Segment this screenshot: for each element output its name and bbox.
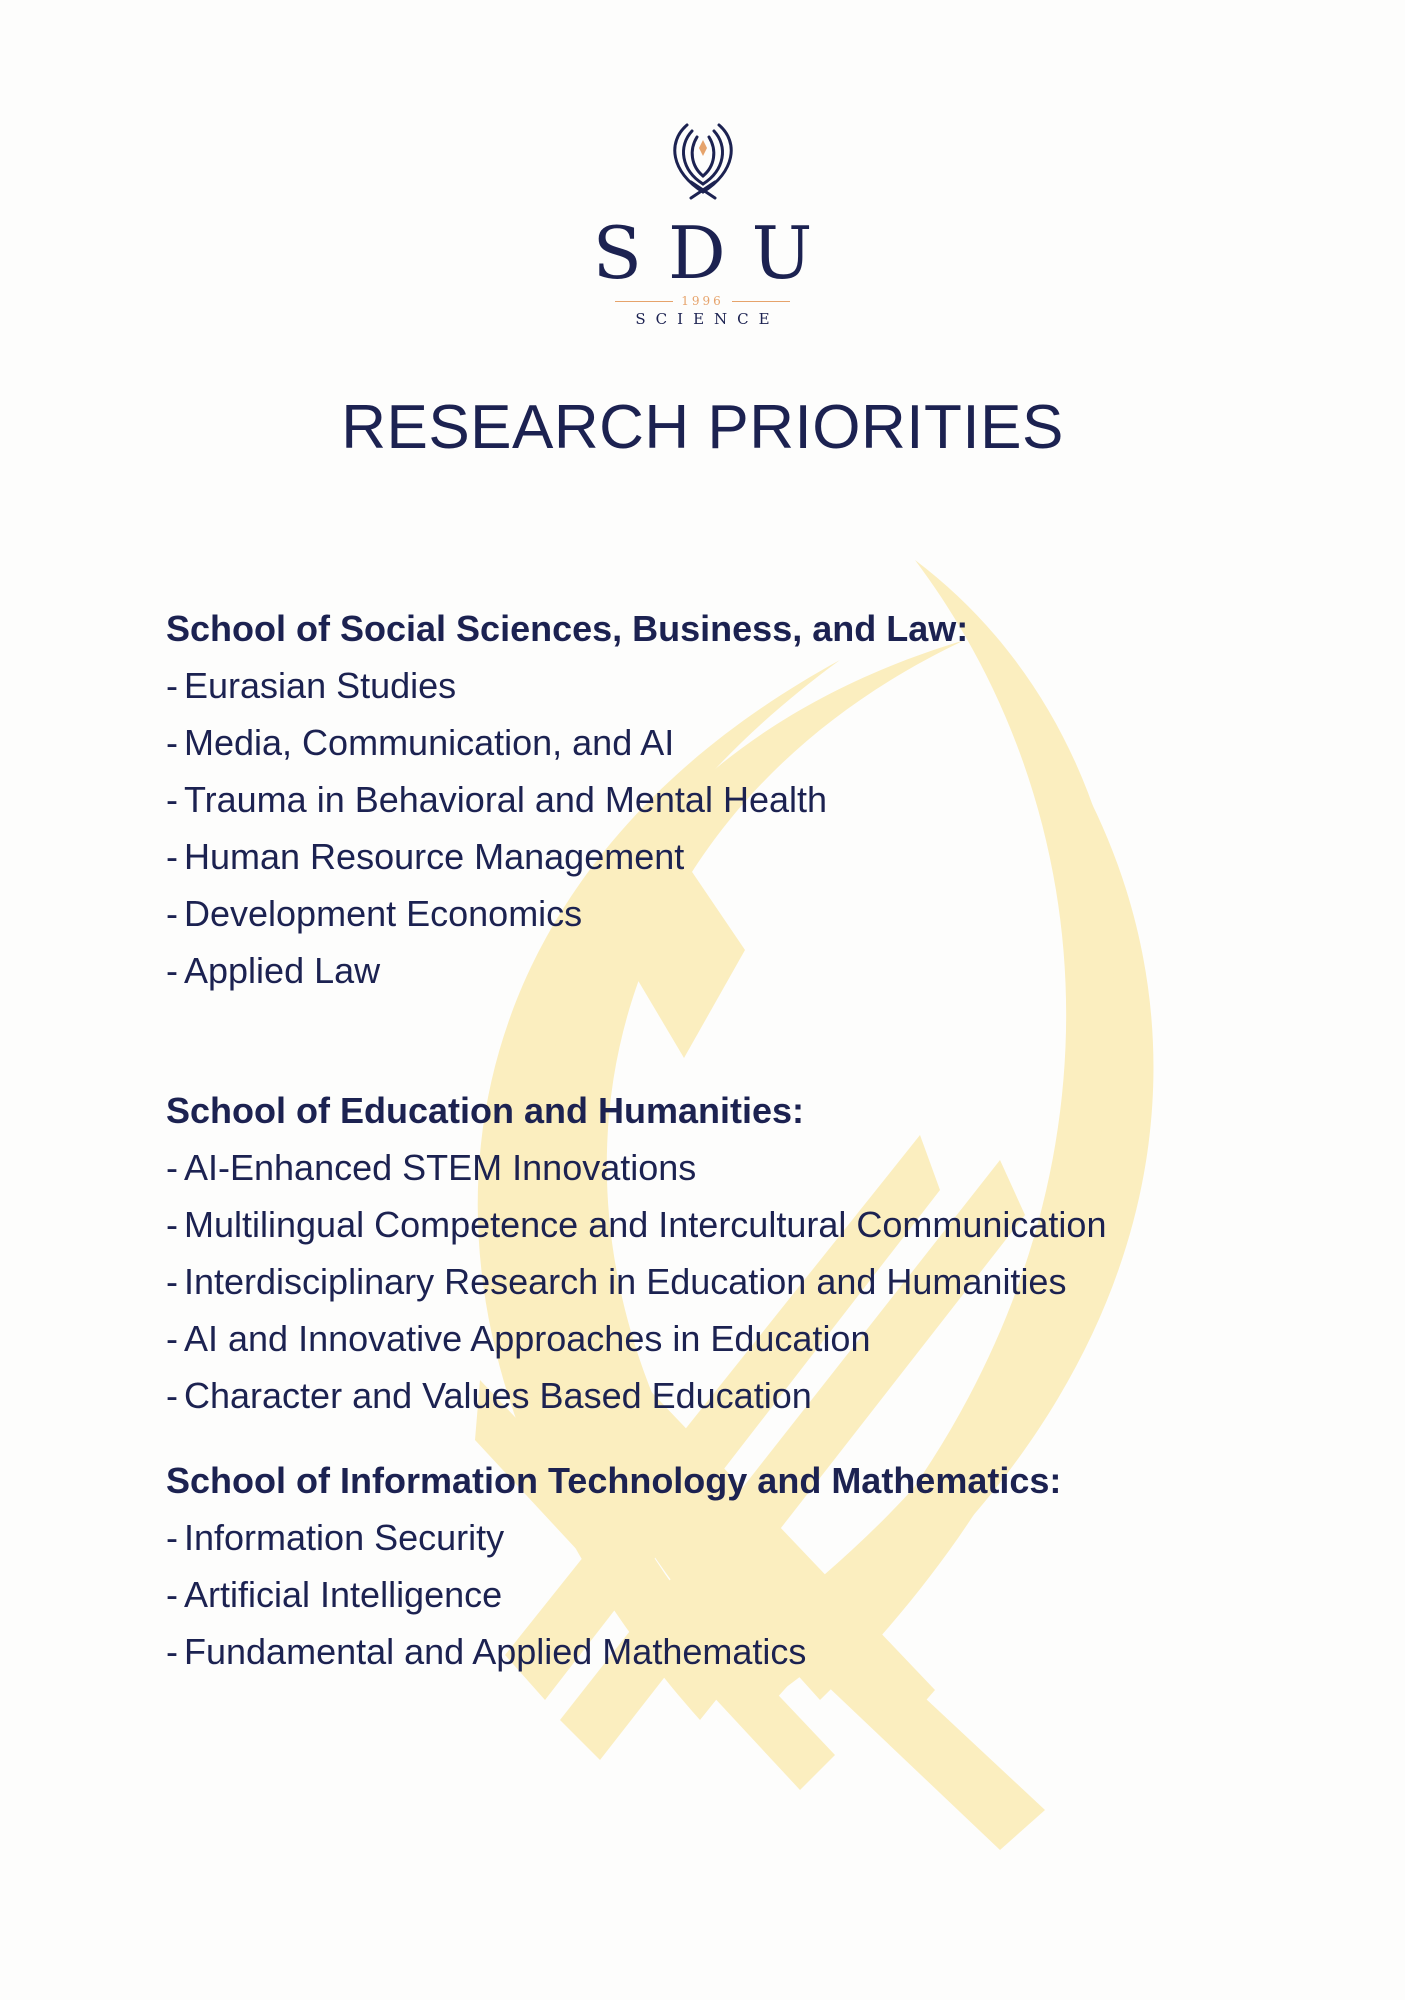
section-heading: School of Social Sciences, Business, and Law: (166, 608, 969, 649)
section-it-mathematics (166, 1453, 1061, 1680)
logo-year: 1996 (681, 294, 724, 308)
list-item: - Media, Communication, and AI (166, 722, 675, 763)
list-item: - Development Economics (166, 893, 583, 934)
logo-divider-left (615, 301, 673, 302)
list-item: - Applied Law (166, 950, 381, 991)
section-social-sciences (166, 601, 968, 999)
list-item: - Trauma in Behavioral and Mental Health (166, 779, 828, 820)
wing-emblem-icon (663, 120, 743, 200)
logo-wordmark: SDU (592, 211, 839, 295)
list-item: - Fundamental and Applied Mathematics (166, 1631, 807, 1672)
section-heading: School of Education and Humanities: (166, 1090, 805, 1131)
logo-divider-right (732, 301, 790, 302)
list-item: - Human Resource Management (166, 836, 685, 877)
list-item: - Eurasian Studies (166, 665, 457, 706)
list-item: - Interdisciplinary Research in Education and Humanities (166, 1261, 1067, 1302)
logo (0, 120, 1405, 328)
list-item: - Artificial Intelligence (166, 1574, 503, 1615)
logo-year-row (0, 294, 1405, 308)
section-education-humanities (166, 1083, 1106, 1424)
list-item: - AI and Innovative Approaches in Education (166, 1318, 871, 1359)
list-item: - AI-Enhanced STEM Innovations (166, 1147, 697, 1188)
section-list (166, 657, 968, 999)
list-item: - Information Security (166, 1517, 505, 1558)
list-item: - Character and Values Based Education (166, 1375, 812, 1416)
list-item: - Multilingual Competence and Intercultural Communication (166, 1204, 1107, 1245)
section-list (166, 1509, 1061, 1680)
page-title: RESEARCH PRIORITIES (341, 393, 1064, 462)
section-list (166, 1139, 1106, 1424)
section-heading: School of Information Technology and Mathematics: (166, 1460, 1062, 1501)
logo-subtitle: SCIENCE (635, 310, 780, 328)
